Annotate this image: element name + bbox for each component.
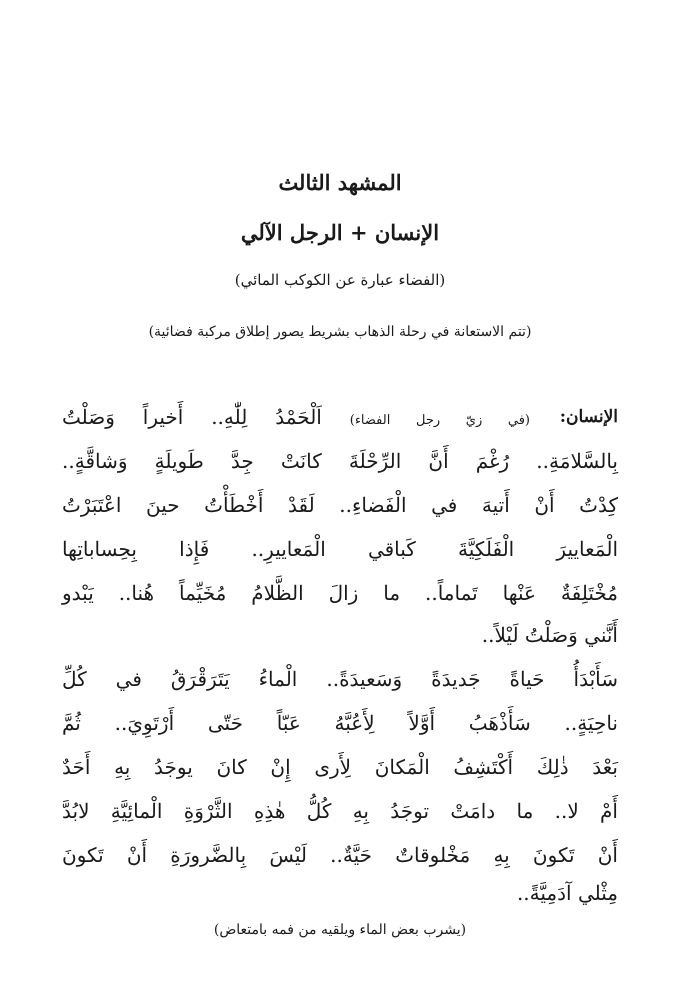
dialogue-first-text: اَلْحَمْدُ لِلّٰهِ.. أَخيراً وَصَلْتُ bbox=[62, 405, 322, 429]
dialogue-line: سَأَبْدَأُ حَياةً جَديدَةً وَسَعيدَةً.. الْماءُ يَتَرَقْرَقُ في كُلِّ bbox=[62, 667, 618, 691]
dialogue-line: ناحِيَةٍ.. سَأَذْهَبُ أَوَّلاً لِأَعُبَّهُ عَبّاً حَتّى أَرْتَوِيَ.. ثُمَّ bbox=[62, 711, 618, 735]
dialogue-line: مِثْلي آدَمِيَّةً.. bbox=[516, 881, 618, 905]
inline-stage-direction: (في زيّ رجل الفضاء) bbox=[349, 413, 531, 428]
dialogue-line: أَنَّني وَصَلْتُ لَيْلاً.. bbox=[481, 623, 618, 647]
dialogue-line: بِالسَّلامَةِ.. رُغْمَ أَنَّ الرِّحْلَةَ كانَتْ جِدَّ طَويلَةٍ وَشاقَّةٍ.. bbox=[62, 449, 618, 473]
speaker-name: الإنسان: bbox=[559, 407, 618, 427]
dialogue-line: الْمَعاييرَ الْفَلَكِيَّةَ كَباقي الْمَعاييرِ.. فَإِذا بِحِساباتِها bbox=[62, 537, 618, 561]
dialogue-line-first bbox=[62, 402, 530, 436]
dialogue-line: مُخْتَلِفَةٌ عَنْها تَماماً.. ما زالَ الظَّلامُ مُخَيِّماً هُنا.. يَبْدو bbox=[62, 581, 618, 605]
stage-direction-setting: (الفضاء عبارة عن الكوكب المائي) bbox=[234, 271, 446, 289]
scene-title: المشهد الثالث bbox=[278, 170, 402, 195]
stage-direction-tape: (تتم الاستعانة في رحلة الذهاب بشريط يصور إطلاق مركبة فضائية) bbox=[148, 324, 532, 340]
dialogue-line: أَمْ لا.. ما دامَتْ توجَدُ بِهِ كُلُّ هٰذِهِ الثَّرْوَةِ الْمائِيَّةِ لابُدَّ bbox=[62, 799, 618, 823]
scene-characters: الإنسان + الرجل الآلي bbox=[240, 220, 440, 245]
stage-direction-closing: (يشرب بعض الماء ويلقيه من فمه بامتعاض) bbox=[213, 922, 467, 938]
dialogue-line: كِدْتُ أَنْ أَتيهَ في الْفَضاءِ.. لَقَدْ أَخْطَأْتُ حينَ اعْتَبَرْتُ bbox=[62, 493, 618, 517]
dialogue-line: بَعْدَ ذٰلِكَ أَكْتَشِفُ الْمَكانَ لِأَرى إِنْ كانَ يوجَدُ بِهِ أَحَدٌ bbox=[62, 755, 618, 779]
dialogue-line: أَنْ تَكونَ بِهِ مَخْلوقاتٌ حَيَّةٌ.. لَيْسَ بِالضَّرورَةِ أَنْ تَكونَ bbox=[62, 843, 618, 867]
